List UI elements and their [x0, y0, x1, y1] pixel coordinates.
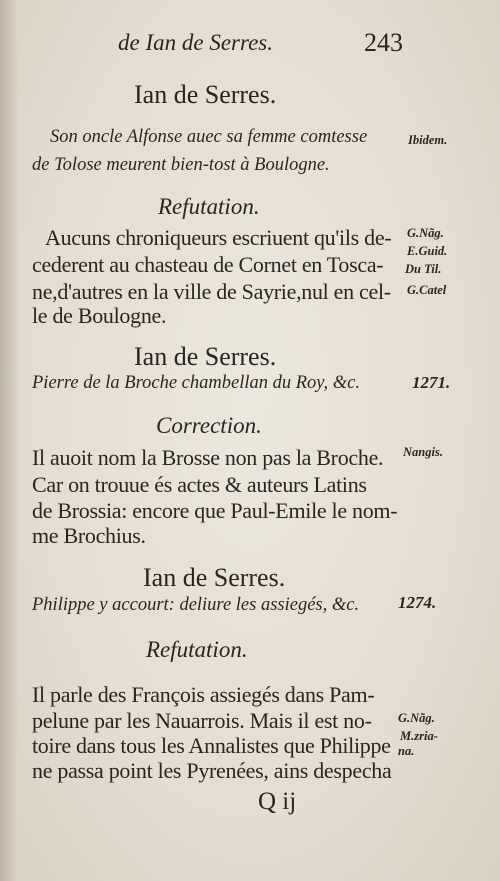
- section1-body-line-4: le de Boulogne.: [32, 303, 167, 328]
- section2-subheading: Correction.: [156, 413, 262, 438]
- section1-heading: Ian de Serres.: [134, 80, 277, 109]
- section2-margin-note: Nangis.: [403, 445, 443, 459]
- section2-heading: Ian de Serres.: [134, 342, 277, 371]
- section1-quote-margin: Ibidem.: [408, 133, 448, 147]
- section1-quote-line-2: de Tolose meurent bien-tost à Boulogne.: [32, 155, 330, 175]
- section3-heading: Ian de Serres.: [143, 563, 286, 592]
- section1-margin-note-4: G.Catel: [407, 283, 447, 297]
- section2-body-line-3: de Brossia: encore que Paul-Emile le nom-: [32, 498, 398, 523]
- section3-margin-note-3: na.: [398, 744, 415, 758]
- section1-margin-note-1: G.Nãg.: [407, 226, 444, 240]
- page-number: 243: [364, 28, 403, 57]
- section2-body-line-1: Il auoit nom la Brosse non pas la Broche.: [32, 445, 384, 470]
- section1-body-line-2: cederent au chasteau de Cornet en Tosca-: [32, 252, 384, 277]
- section1-margin-note-2: E.Guid.: [407, 244, 448, 258]
- section2-body-line-2: Car on trouue és actes & auteurs Latins: [32, 472, 367, 497]
- section1-margin-note-3: Du Til.: [405, 262, 442, 276]
- section1-subheading: Refutation.: [158, 194, 260, 219]
- section3-quote-margin: 1274.: [398, 593, 437, 612]
- section1-quote-line-1: Son oncle Alfonse auec sa femme comtesse: [50, 127, 368, 147]
- section1-body-line-1: Aucuns chroniqueurs escriuent qu'ils de-: [45, 225, 392, 250]
- page-gutter: [0, 0, 18, 881]
- section3-margin-note-1: G.Nãg.: [398, 711, 435, 725]
- signature-mark: Q ij: [258, 788, 297, 815]
- section3-subheading: Refutation.: [146, 637, 248, 662]
- section3-body-line-2: pelune par les Nauarrois. Mais il est no-: [32, 708, 372, 733]
- section2-body-line-4: me Brochius.: [32, 523, 146, 548]
- section3-body-line-3: toire dans tous les Annalistes que Philippe: [32, 733, 391, 758]
- section1-body-line-3: ne,d'autres en la ville de Sayrie,nul en cel-: [32, 279, 391, 304]
- section2-quote: Pierre de la Broche chambellan du Roy, &c.: [32, 373, 360, 393]
- section3-body-line-4: ne passa point les Pyrenées, ains despecha: [32, 758, 392, 783]
- section3-quote: Philippe y accourt: deliure les assiegés, &c.: [32, 595, 360, 615]
- section3-margin-note-2: M.zria-: [400, 729, 438, 743]
- running-head: de Ian de Serres.: [118, 30, 273, 55]
- section3-body-line-1: Il parle des François assiegés dans Pam-: [32, 682, 375, 707]
- section2-quote-margin: 1271.: [412, 373, 451, 392]
